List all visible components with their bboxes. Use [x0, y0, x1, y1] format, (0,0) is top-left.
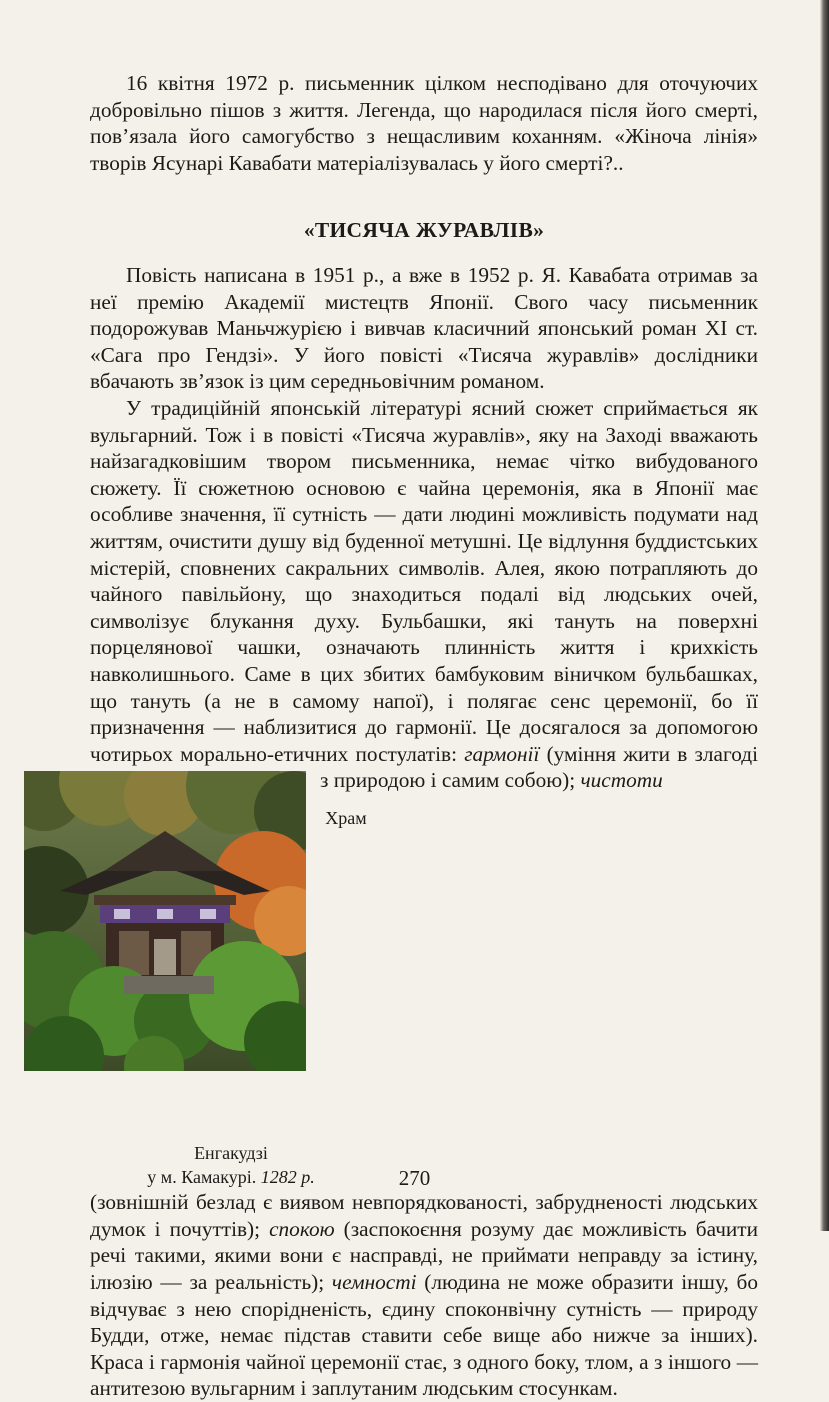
term-purity: чистоти: [580, 768, 663, 793]
text-end: (людина не може образити іншу, бо відчуває з нею спорідненість, єдину споконвічну сутність — природу Будди, отже, немає підстав ставити себе вище або нижче за інших). Краса і гармонія чайної церемонії стає, з одного боку, тлом, а з іншого — антитезою вульгарним і заплутаним людським стосункам.: [90, 1270, 759, 1401]
intro-paragraph: [90, 70, 758, 176]
text-calm: (заспокоєння розуму дає можливість бачити речі такими, якими вони є насправді, не приймати неправду за істину, ілюзію — за реальність);: [90, 1216, 759, 1295]
page-number: 270: [398, 1166, 431, 1190]
text-harmony: (уміння жити в злагоді з природою і самим собою);: [320, 741, 758, 793]
caption-year: 1282 р.: [260, 1167, 315, 1188]
section-heading: «ТИСЯЧА ЖУРАВЛІВ»: [303, 218, 545, 242]
text-purity: (зовнішній безлад є виявом невпорядкованості, забрудненості людських думок і почуттів);: [90, 1190, 758, 1241]
term-harmony: гармонії: [464, 741, 540, 766]
paragraph-1: Повість написана в 1951 р., а вже в 1952 р. Я. Кавабата отримав за неї премію Академії мистецтв Японії. Свого часу письменник подорожував Маньчжурією і вивчав класичний японський роман XI ст. «Сага про Гендзі». У його повісті «Тисяча журавлів» дослідники вбачають зв’язок із цим середньовічним романом.: [90, 263, 758, 394]
term-politeness: чемності: [331, 1270, 417, 1295]
figure: [24, 771, 306, 1141]
page-edge: [820, 0, 829, 1231]
caption-line-1: Храм Енгакудзі: [194, 807, 367, 1164]
main-text-block: [90, 262, 758, 1402]
paragraph-2: [90, 395, 758, 794]
term-calm: спокою: [269, 1216, 335, 1241]
paragraph-2-text: У традиційній японській літературі ясний сюжет сприймається як вульгарний. Тож і в повісті «Тисяча журавлів», яку на Заході вважають найзагадковішим твором письменника, немає чітко вибудованого сюжету. Її сюжетною основою є чайна церемонія, яка в Японії має особливе значення, її сутність — дати людині можливість подумати над життям, очистити душу від буденної метушні. Це відлуння буддистських містерій, сповнених сакральних символів. Алея, якою потрапляють до чайного павільйону, що знаходиться подалі від людських очей, символізує блукання духу. Бульбашки, які тануть на поверхні порцелянової чашки, означають плинність життя і крихкість навколишнього. Саме в цих збитих бамбуковим віничком бульбашках, що тануть (а не в самому напої), і полягає сенс церемонії, бо її призначення — наблизитися до гармонії. Це досягалося за допомогою чотирьох морально-етичних постулатів:: [90, 395, 758, 766]
caption-line-2: у м. Камакурі.: [147, 1167, 257, 1188]
temple-photo: [24, 771, 306, 1071]
intro-text: 16 квітня 1972 р. письменник цілком несподівано для оточуючих добровільно пішов з життя. Легенда, що народилася після його смерті, пов’язала його самогубство з нещасливим коханням. «Жіноча лінія» творів Ясунарі Кавабати матеріалізувалась у його смерті?..: [90, 71, 758, 175]
